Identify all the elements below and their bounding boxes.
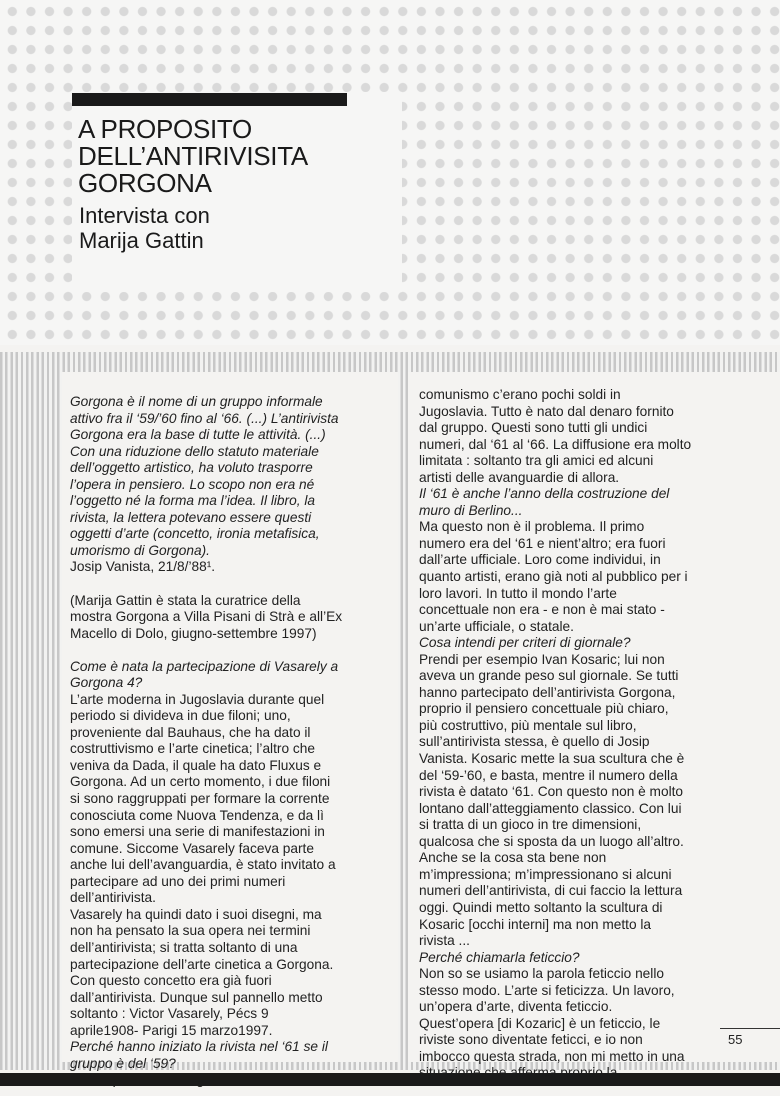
text-line: Kosaric [occhi interni] ma non metto la [419,916,652,932]
text-line: Macello di Dolo, giugno-settembre 1997) [70,625,317,641]
text-line: partecipare ad uno dei primi numeri [70,873,286,889]
text-line: Non so se usiamo la parola feticcio nello [419,966,664,982]
text-line: numeri dell’antirivista, di cui faccio la lettura [419,883,683,899]
title-bar [72,93,347,106]
text-line: attivo fra il ‘59/’60 fino al ‘66. (...) L’antirivista [70,410,339,426]
interview-question [70,659,392,692]
text-line: loro lavori. In tutto il mondo l’arte [419,585,617,601]
interview-question [419,950,779,967]
text-line: qualcosa che si sposta da un luogo all’altro. [419,833,684,849]
text-line: quanto artisti, erano già noti al pubblico per i [419,569,688,585]
text-line: Come è nata la partecipazione di Vasarely a [70,658,339,674]
text-line: più costruttivo, più mentale sul libro, [419,717,637,733]
text-line: dall’antirivista. Dunque sul pannello metto [70,989,323,1005]
text-line: Josip Vanista, 21/8/’88¹. [70,559,216,575]
right-column-text [419,387,779,1082]
text-line: aprile1908- Parigi 15 marzo1997. [70,1022,273,1038]
text-line: rivista ... [419,933,470,949]
text-line: imbocco questa strada, non mi metto in una [419,1048,685,1064]
text-line: numeri, dal ‘61 al ‘66. La diffusione era molto [419,436,692,452]
text-line: rivista è datato ‘61. Con questo non è molto [419,784,684,800]
text-line: Ma questo non è il problema. Il primo [419,519,645,535]
text-line: si tratta di un gioco in tre dimensioni, [419,817,642,833]
subtitle-line: Marija Gattin [79,228,204,253]
text-line: periodo si divideva in due filoni; uno, [70,708,291,724]
text-line: partecipazione dell’arte cinetica a Gorgona. [70,956,334,972]
interview-question [419,486,779,519]
text-line: numero era del ‘61 e nient’altro; era fuori [419,535,666,551]
text-line: gruppo è del ‘59? [70,1055,176,1071]
text-line: sono emersi una serie di manifestazioni in [70,824,325,840]
text-line: dell’antirivista; si tratta soltanto di una [70,939,298,955]
left-column-text [70,394,392,1089]
text-line: Gorgona è il nome di un gruppo informale [70,394,323,409]
text-line: riviste sono diventate feticci, e io non [419,1032,643,1048]
text-line: Perché hanno iniziato la rivista nel ‘61 se il [70,1039,328,1055]
paragraph-gap [70,642,392,659]
text-line: sull’antirivista stessa, è quello di Josip [419,734,650,750]
text-line: costruttivismo e l’arte cinetica; l’altro che [70,741,315,757]
text-line: conosciuta come Nuova Tendenza, e da lì [70,807,324,823]
text-line: Prendi per esempio Ivan Kosaric; lui non [419,651,665,667]
paragraph [419,519,779,635]
text-line: Jugoslavia. Tutto è nato dal denaro fornito [419,403,674,419]
text-line: Anche se la cosa sta bene non [419,850,607,866]
text-line: Perché chiamarla feticcio? [419,949,580,965]
text-line: anche lui dell’avanguardia, è stato invitato a [70,857,336,873]
text-line: rivista, la lettera potevano essere questi [70,509,312,525]
text-line: artisti delle avanguardie di allora. [419,469,620,485]
text-line: oggi. Quindi metto soltanto la scultura di [419,899,663,915]
text-line: Quest’opera [di Kozaric] è un feticcio, le [419,1015,661,1031]
text-line: Vasarely ha quindi dato i suoi disegni, ma [70,906,322,922]
text-line: hanno partecipato dell’antirivista Gorgona, [419,684,676,700]
text-line: limitata : soltanto tra gli amici ed alcuni [419,453,654,469]
text-line: Con questo concetto era già fuori [70,973,272,989]
text-line: comunismo c’erano pochi soldi in [419,387,621,402]
text-line: soltanto : Victor Vasarely, Pécs 9 [70,1006,269,1022]
subtitle-line: Intervista con [79,203,210,228]
text-line: del ‘59-’60, e basta, mentre il numero della [419,767,678,783]
interview-question [70,1039,392,1072]
paragraph-gap [70,576,392,593]
page-number-rule [720,1028,780,1029]
title-line: DELL’ANTIRIVISITA [78,141,308,171]
text-line: umorismo di Gorgona). [70,542,210,558]
text-line: un’opera d’arte, diventa feticcio. [419,999,613,1015]
text-line: concettuale non era - e non è mai stato - [419,602,665,618]
text-line: Gorgona. Ad un certo momento, i due filoni [70,774,331,790]
article-subtitle [79,203,339,253]
paragraph [70,559,392,576]
text-line: Con una riduzione dello statuto materiale [70,443,319,459]
text-line: mostra Gorgona a Villa Pisani di Strà e all’Ex [70,609,343,625]
text-line: m’impressiona; m’impressionano si alcuni [419,866,672,882]
text-line: proprio il pensiero concettuale più chiaro, [419,701,669,717]
text-line: si sono raggruppati per formare la corrente [70,791,330,807]
title-line: GORGONA [78,168,212,198]
text-line: Gorgona 4? [70,675,143,691]
text-line: aveva un grande peso sul giornale. Se tutti [419,668,679,684]
interview-question [70,394,392,559]
text-line: un’arte ufficiale, o statale. [419,618,574,634]
text-line: lontano dall’atteggiamento classico. Con lui [419,800,682,816]
paragraph [70,692,392,1039]
text-line: l’oggetto né la forma ma l’idea. Il libro, la [70,493,315,509]
title-line: A PROPOSITO [78,114,252,144]
paragraph [70,593,392,643]
text-line: Il ‘61 è anche l’anno della costruzione del [419,486,670,502]
text-line: l’opera in pensiero. Lo scopo non era né [70,476,315,492]
article-title [78,116,398,197]
text-line: (Marija Gattin è stata la curatrice della [70,592,301,608]
text-line: proveniente dal Bauhaus, che ha dato il [70,724,311,740]
text-line: dal gruppo. Questi sono tutti gli undici [419,420,648,436]
paragraph [419,387,779,486]
paragraph [419,652,779,950]
text-line: dall’arte ufficiale. Loro come individui, in [419,552,661,568]
paragraph [419,966,779,1082]
text-line: veniva da Dada, il quale ha dato Fluxus e [70,757,322,773]
text-line: oggetti d’arte (concetto, ironia metafisica, [70,526,320,542]
text-line: stesso modo. L’arte si feticizza. Un lavoro, [419,982,675,998]
text-line: comune. Siccome Vasarely faceva parte [70,840,314,856]
page-number: 55 [728,1032,743,1047]
interview-question [419,635,779,652]
bottom-bar [0,1073,780,1086]
text-line: non ha pensato la sua opera nei termini [70,923,311,939]
text-line: Cosa intendi per criteri di giornale? [419,635,631,651]
text-line: dell’antirivista. [70,890,156,906]
text-line: dell’oggetto artistico, ha voluto trasporre [70,460,313,476]
text-line: L’arte moderna in Jugoslavia durante quel [70,691,325,707]
text-line: Vanista. Kosaric mette la sua scultura che è [419,751,685,767]
text-line: muro di Berlino... [419,502,523,518]
text-line: Gorgona era la base di tutte le attività. (...) [70,427,326,443]
